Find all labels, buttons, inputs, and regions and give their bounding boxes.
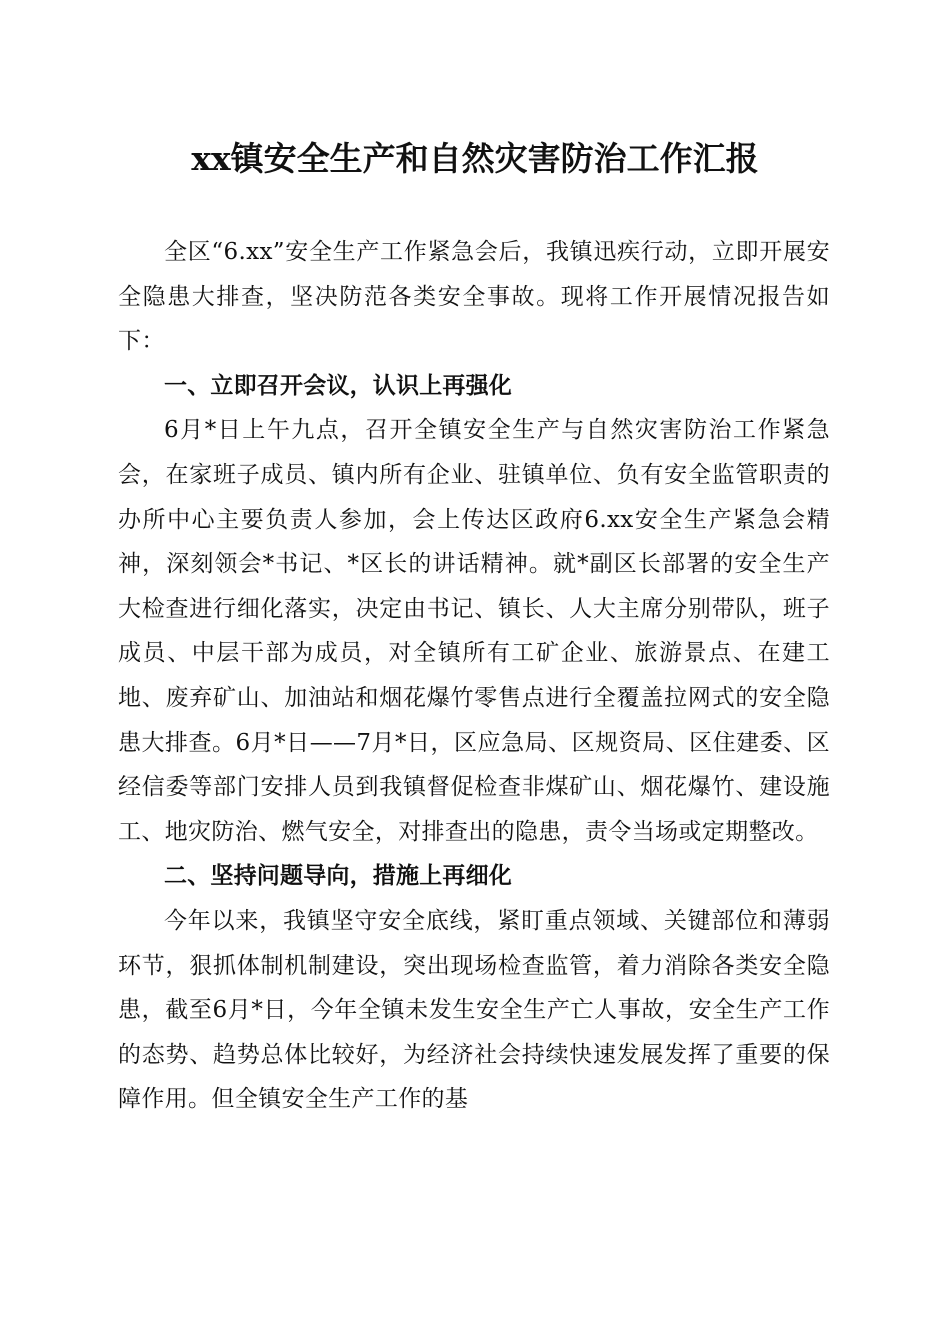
section-1-heading: 一、立即召开会议，认识上再强化 xyxy=(164,372,512,399)
intro-paragraph: 全区“6.xx”安全生产工作紧急会后，我镇迅疾行动，立即开展安全隐患大排查，坚决防范各类安全事故。现将工作开展情况报告如下： xyxy=(118,239,830,355)
document-body xyxy=(118,230,830,1122)
document-title: xx镇安全生产和自然灾害防治工作汇报 xyxy=(191,139,759,178)
section-1-paragraph: 6月*日上午九点，召开全镇安全生产与自然灾害防治工作紧急会，在家班子成员、镇内所有企业、驻镇单位、负有安全监管职责的办所中心主要负责人参加，会上传达区政府6.xx安全生产紧急会精神，深刻领会*书记、*区长的讲话精神。就*副区长部署的安全生产大检查进行细化落实，决定由书记、镇长、人大主席分别带队，班子成员、中层干部为成员，对全镇所有工矿企业、旅游景点、在建工地、废弃矿山、加油站和烟花爆竹零售点进行全覆盖拉网式的安全隐患大排查。6月*日——7月*日，区应急局、区规资局、区住建委、区经信委等部门安排人员到我镇督促检查非煤矿山、烟花爆竹、建设施工、地灾防治、燃气安全，对排查出的隐患，责令当场或定期整改。 xyxy=(118,417,830,845)
section-2-paragraph: 今年以来，我镇坚守安全底线，紧盯重点领域、关键部位和薄弱环节，狠抓体制机制建设，突出现场检查监管，着力消除各类安全隐患，截至6月*日，今年全镇未发生安全生产亡人事故，安全生产工作的态势、趋势总体比较好，为经济社会持续快速发展发挥了重要的保障作用。但全镇安全生产工作的基 xyxy=(118,907,830,1113)
section-2-heading: 二、坚持问题导向，措施上再细化 xyxy=(164,863,512,890)
